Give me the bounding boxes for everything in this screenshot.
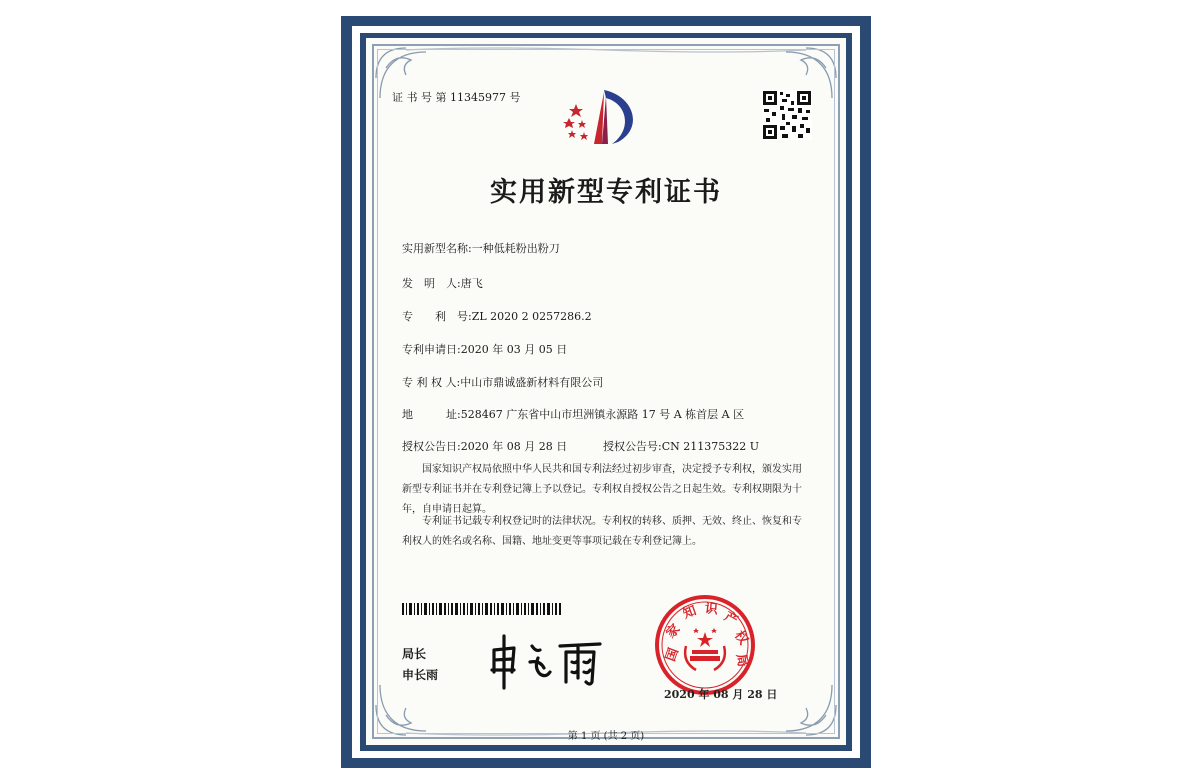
inventor-row bbox=[402, 275, 483, 291]
patentee-row bbox=[402, 374, 603, 390]
utility-model-name-row bbox=[402, 240, 560, 256]
certificate-number: 证 书 号 第 11345977 号 bbox=[392, 91, 521, 104]
grant-date-label: 授权公告日: bbox=[402, 440, 461, 453]
grant-number-value: CN 211375322 U bbox=[661, 440, 760, 453]
svg-text:知: 知 bbox=[681, 603, 699, 622]
filing-date-row bbox=[402, 341, 567, 357]
handwritten-signature bbox=[488, 632, 608, 690]
patentee-value: 中山市鼎诚盛新材料有限公司 bbox=[460, 376, 604, 389]
address-label: 地 址: bbox=[402, 408, 461, 421]
patent-number-row bbox=[402, 308, 592, 324]
grant-number-label: 授权公告号: bbox=[603, 440, 662, 453]
svg-text:家: 家 bbox=[663, 621, 684, 642]
inventor-value: 唐飞 bbox=[460, 277, 483, 290]
filing-date-label: 专利申请日: bbox=[402, 343, 461, 356]
page-number: 第 1 页 (共 2 页) bbox=[567, 731, 645, 742]
address-row bbox=[402, 406, 744, 422]
svg-text:权: 权 bbox=[730, 628, 751, 648]
svg-text:产: 产 bbox=[721, 609, 741, 629]
inventor-label: 发 明 人: bbox=[402, 277, 461, 290]
grant-number-row bbox=[603, 438, 759, 454]
grant-date-value: 2020 年 08 月 28 日 bbox=[460, 440, 568, 453]
cnipa-logo-icon bbox=[556, 84, 646, 152]
address-value: 528467 广东省中山市坦洲镇永源路 17 号 A 栋首层 A 区 bbox=[460, 408, 745, 421]
filing-date-value: 2020 年 03 月 05 日 bbox=[460, 343, 568, 356]
name-label: 实用新型名称: bbox=[402, 242, 472, 255]
signatory-title: 局长 bbox=[402, 647, 427, 661]
patent-number-label: 专 利 号: bbox=[402, 310, 472, 323]
qr-code-icon bbox=[762, 90, 812, 140]
barcode-icon bbox=[402, 603, 562, 615]
svg-text:识: 识 bbox=[704, 601, 719, 618]
patentee-label: 专 利 权 人: bbox=[402, 376, 461, 389]
svg-text:局: 局 bbox=[732, 652, 750, 669]
seal-date: 2020 年 08 月 28 日 bbox=[664, 688, 778, 701]
name-value: 一种低耗粉出粉刀 bbox=[471, 242, 560, 255]
official-seal bbox=[654, 594, 756, 696]
legal-paragraph-2: 专利证书记载专利权登记时的法律状况。专利权的转移、质押、无效、终止、恢复和专利权人的姓名或名称、国籍、地址变更等事项记载在专利登记簿上。 bbox=[402, 516, 802, 547]
patent-number-value: ZL 2020 2 0257286.2 bbox=[471, 310, 592, 323]
svg-text:国: 国 bbox=[663, 646, 682, 664]
certificate-title: 实用新型专利证书 bbox=[490, 177, 722, 208]
signatory-name: 申长雨 bbox=[402, 668, 439, 682]
grant-date-row bbox=[402, 438, 567, 454]
legal-paragraph-1: 国家知识产权局依照中华人民共和国专利法经过初步审查，决定授予专利权，颁发实用新型专利证书并在专利登记簿上予以登记。专利权自授权公告之日起生效。专利权期限为十年，自申请日起算。 bbox=[402, 464, 802, 515]
